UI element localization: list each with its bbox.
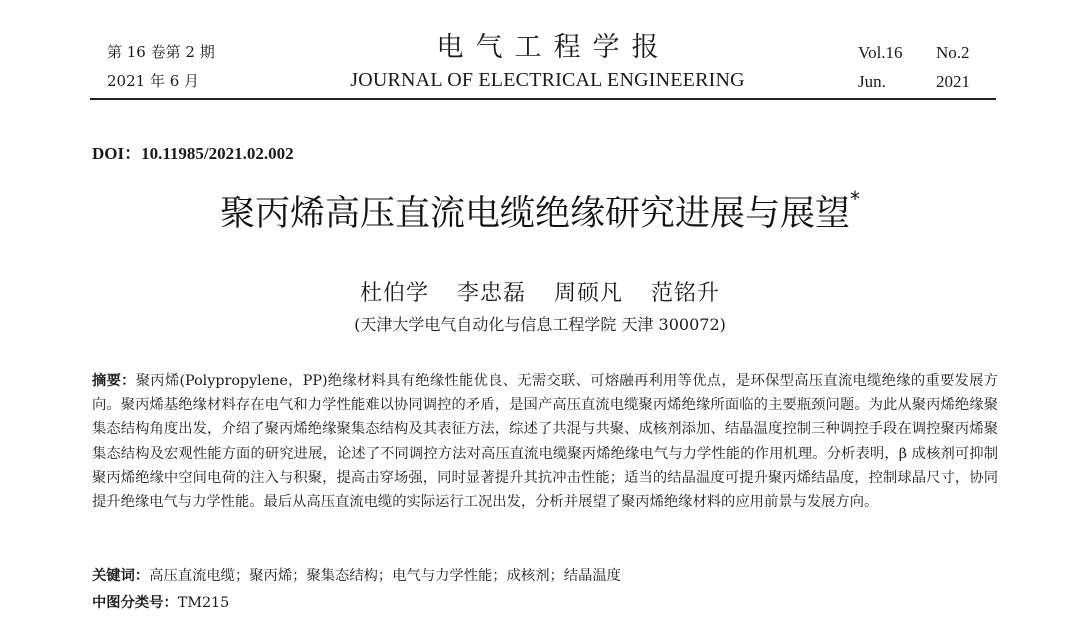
year: 2021 [936,72,970,91]
issue-info [107,38,215,96]
keywords-label: 关键词： [92,568,150,584]
journal-masthead [330,30,765,94]
keywords-text: 高压直流电缆；聚丙烯；聚集态结构；电气与力学性能；成核剂；结晶温度 [149,568,621,584]
keywords [92,564,621,588]
author-list: 杜伯学 李忠磊 周硕凡 范铭升 [360,281,720,306]
number: No.2 [936,43,970,62]
volume-info [858,38,970,96]
paper-title-text: 聚丙烯高压直流电缆绝缘研究进展与展望 [219,194,850,234]
doi[interactable]: DOI：10.11985/2021.02.002 [92,144,294,163]
issue-number: 第 16 卷第 2 期 [107,43,215,61]
footnote-mark[interactable]: * [850,187,860,212]
abstract-text: 聚丙烯(Polypropylene，PP)绝缘材料具有绝缘性能优良、无需交联、可熔融再利用等优点，是环保型高压直流电缆绝缘的重要发展方向。聚丙烯基绝缘材料存在电气和力学性能难以协同调控的矛盾，是国产高压直流电缆聚丙烯绝缘所面临的主要瓶颈问题。为此从聚丙烯绝缘聚集态结构角度出发，介绍了聚丙烯绝缘聚集态结构及其表征方法，综述了共混与共聚、成核剂添加、结晶温度控制三种调控手段在调控聚丙烯聚集态结构及宏观性能方面的研究进展，论述了不同调控方法对高压直流电缆聚丙烯绝缘电气与力学性能的作用机理。分析表明，β 成核剂可抑制聚丙烯绝缘中空间电荷的注入与积聚，提高击穿场强，同时显著提升其抗冲击性能；适当的结晶温度可提升聚丙烯结晶度，控制球晶尺寸，协同提升绝缘电气与力学性能。最后从高压直流电缆的实际运行工况出发，分析并展望了聚丙烯绝缘材料的应用前景与发展方向。 [92,373,999,511]
classification-number [92,591,229,615]
month: Jun. [858,72,886,91]
classification-text: TM215 [177,595,230,611]
abstract [92,369,998,514]
affiliation: (天津大学电气自动化与信息工程学院 天津 300072) [354,315,726,334]
header-rule [90,98,996,100]
abstract-label: 摘要： [92,373,136,389]
volume: Vol.16 [858,43,903,62]
issue-date: 2021 年 6 月 [107,72,200,90]
paper-title [0,186,1080,236]
classification-label: 中图分类号： [92,595,178,611]
journal-title-en: JOURNAL OF ELECTRICAL ENGINEERING [350,69,745,91]
journal-title-cn: 电气工程学报 [436,32,671,63]
